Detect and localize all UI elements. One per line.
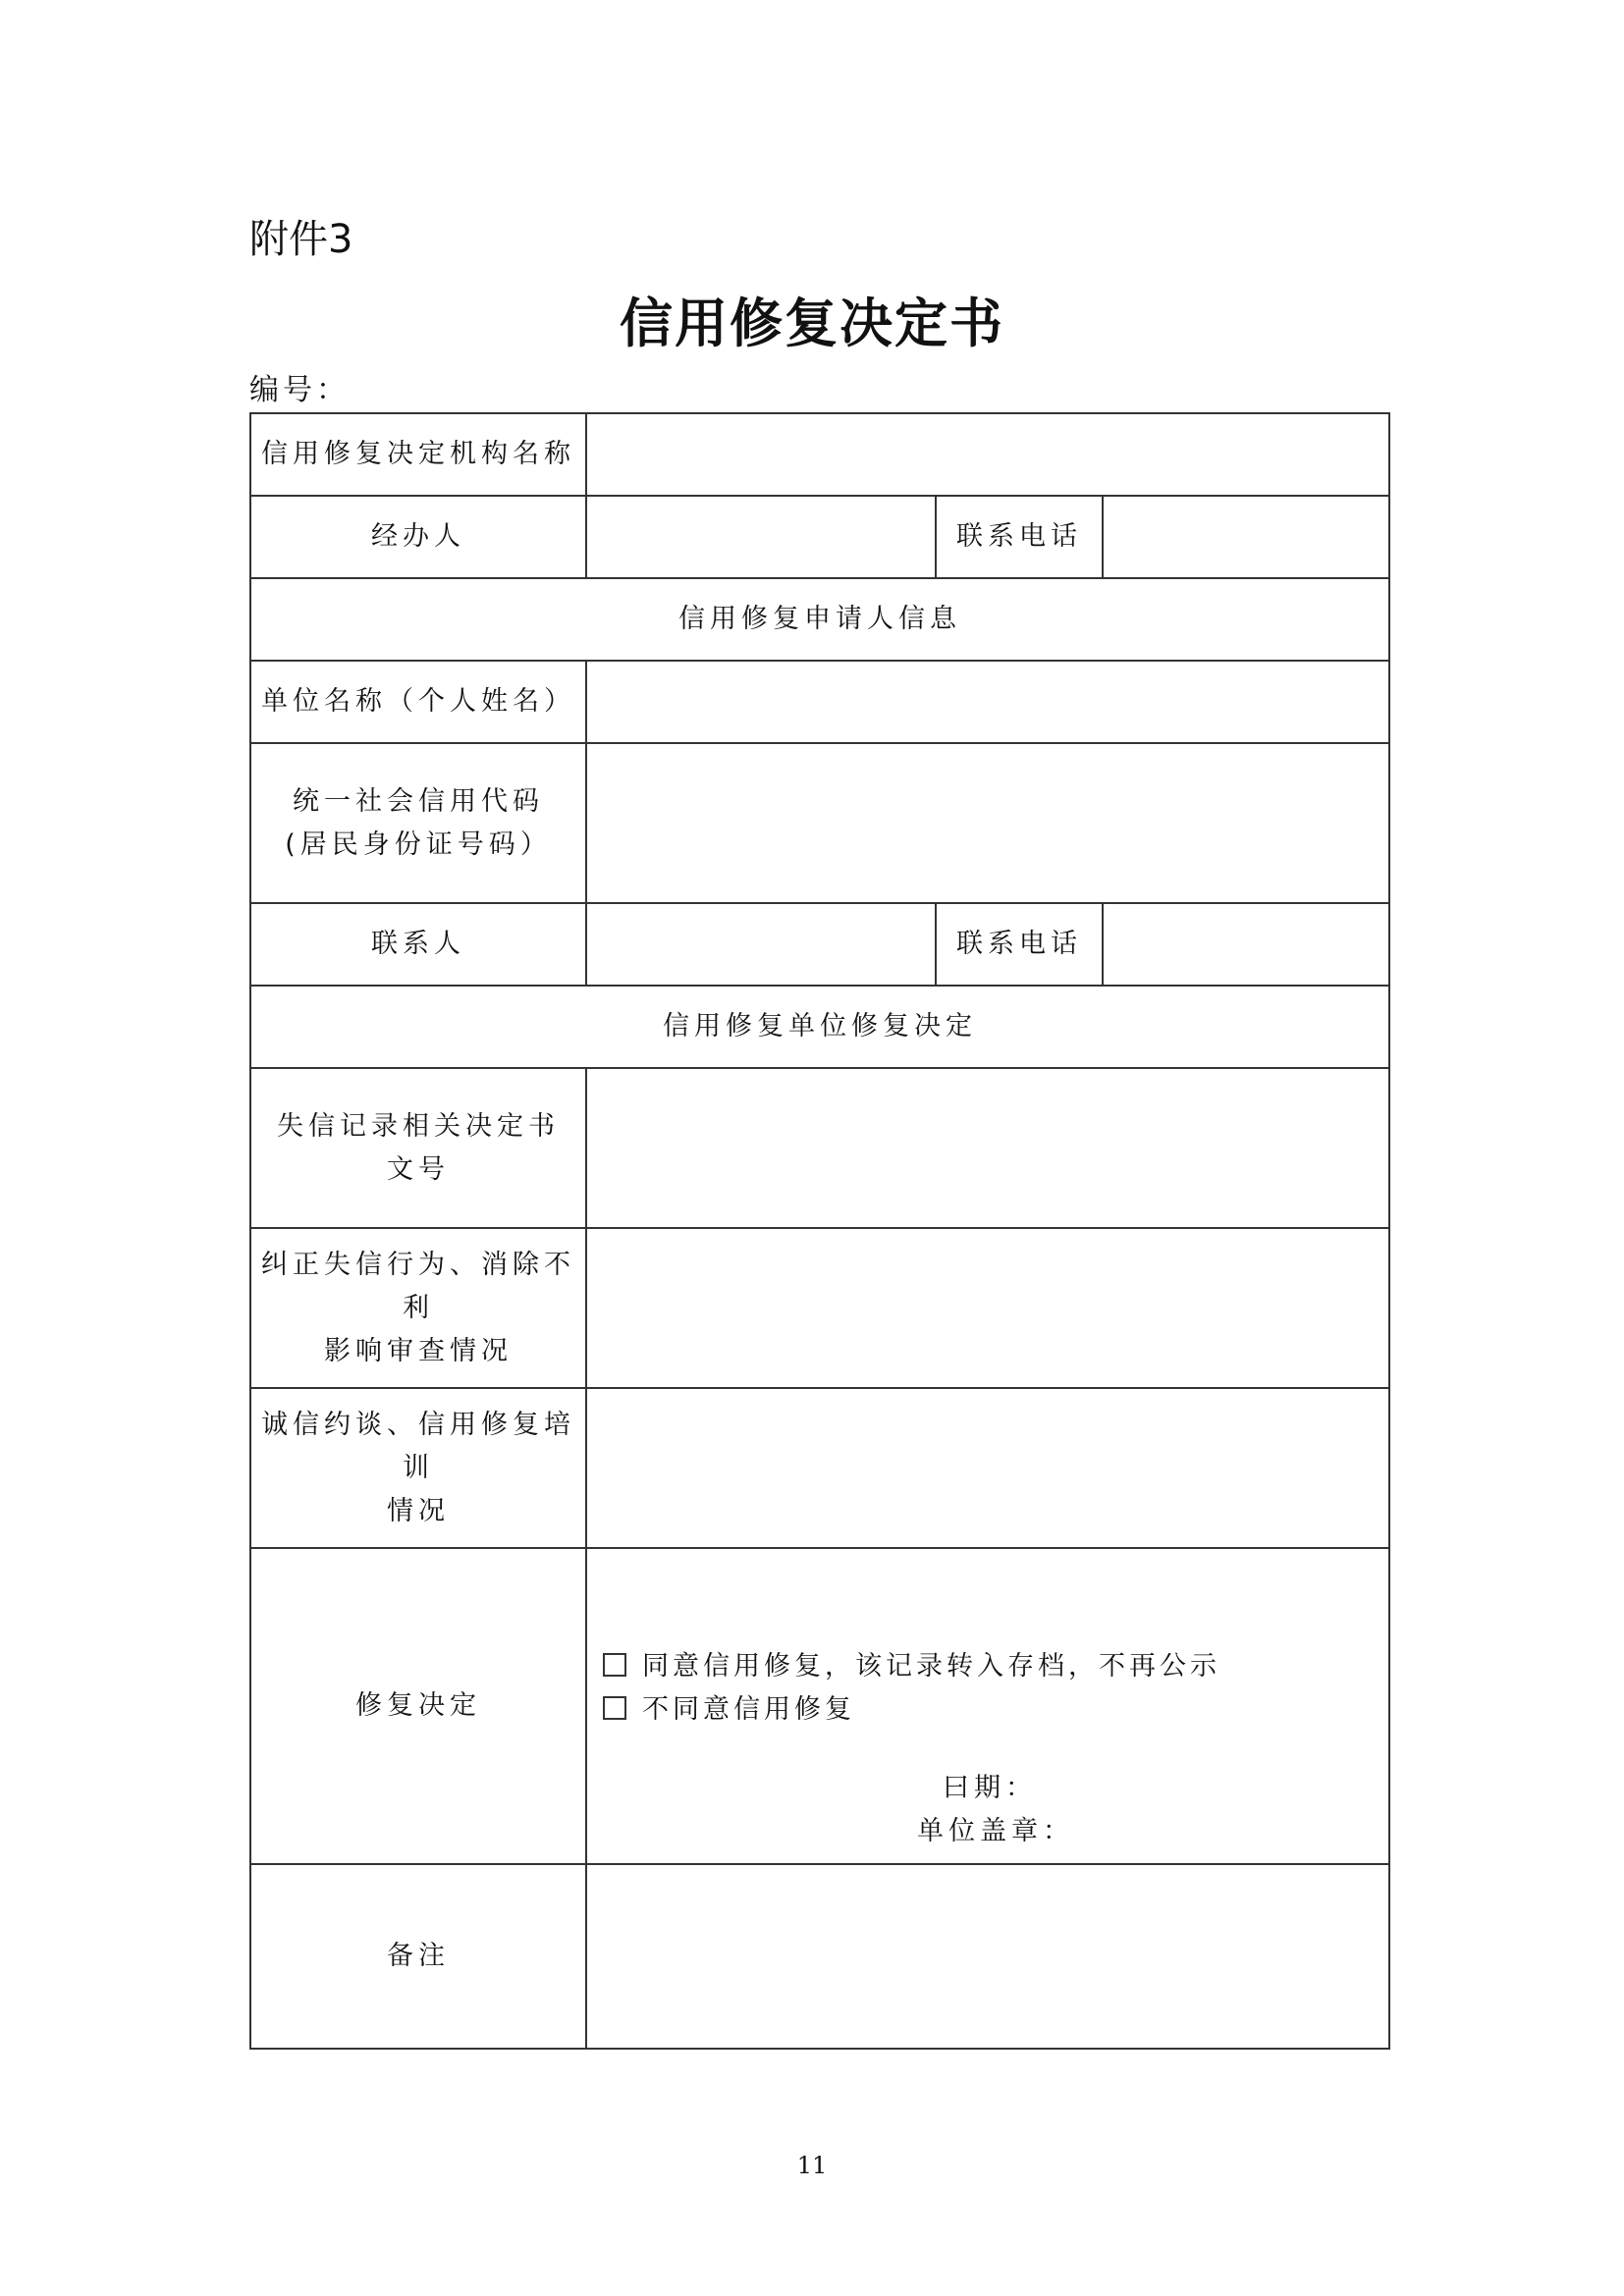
row-handler xyxy=(250,496,1389,578)
option-agree-label: 同意信用修复，该记录转入存档，不再公示 xyxy=(642,1651,1220,1682)
handler-phone-value xyxy=(1103,496,1389,578)
row-training xyxy=(250,1388,1389,1548)
unit-name-label: 单位名称（个人姓名） xyxy=(250,661,586,743)
row-review xyxy=(250,1228,1389,1388)
credit-code-label-line2: (居民身份证号码） xyxy=(285,828,552,860)
row-doc-number xyxy=(250,1068,1389,1228)
unit-name-value xyxy=(586,661,1389,743)
training-label xyxy=(250,1388,586,1548)
repair-decision-label: 修复决定 xyxy=(250,1548,586,1864)
remarks-value xyxy=(586,1864,1389,2049)
date-label: 曰期： xyxy=(943,1773,1037,1803)
institution-name-label: 信用修复决定机构名称 xyxy=(250,413,586,496)
contact-person-value xyxy=(586,903,936,986)
seal-label: 单位盖章： xyxy=(917,1816,1074,1846)
training-label-line2: 情况 xyxy=(387,1495,450,1526)
document-title: 信用修复决定书 xyxy=(620,292,1004,354)
contact-phone-value xyxy=(1103,903,1389,986)
doc-number-value xyxy=(586,1068,1389,1228)
checkbox-agree[interactable] xyxy=(603,1653,626,1677)
remarks-label: 备注 xyxy=(250,1864,586,2049)
option-agree[interactable] xyxy=(603,1645,1220,1688)
handler-label: 经办人 xyxy=(250,496,586,578)
credit-code-label xyxy=(250,743,586,903)
page-number: 11 xyxy=(796,2152,828,2179)
training-value xyxy=(586,1388,1389,1548)
contact-person-label: 联系人 xyxy=(250,903,586,986)
contact-phone-label: 联系电话 xyxy=(936,903,1103,986)
row-contact xyxy=(250,903,1389,986)
handler-phone-label: 联系电话 xyxy=(936,496,1103,578)
document-number-label: 编号： xyxy=(249,373,350,407)
decision-section-heading: 信用修复单位修复决定 xyxy=(250,986,1389,1068)
review-label-line1: 纠正失信行为、消除不利 xyxy=(261,1249,575,1323)
doc-number-label xyxy=(250,1068,586,1228)
row-institution xyxy=(250,413,1389,496)
row-unit-name xyxy=(250,661,1389,743)
doc-number-label-line1: 失信记录相关决定书 xyxy=(277,1110,560,1142)
credit-code-label-line1: 统一社会信用代码 xyxy=(293,785,544,817)
applicant-section-heading: 信用修复申请人信息 xyxy=(250,578,1389,661)
row-decision-section xyxy=(250,986,1389,1068)
handler-value xyxy=(586,496,936,578)
review-value xyxy=(586,1228,1389,1388)
attachment-label: 附件3 xyxy=(249,217,353,262)
institution-name-value xyxy=(586,413,1389,496)
option-disagree[interactable] xyxy=(603,1688,855,1732)
option-disagree-label: 不同意信用修复 xyxy=(642,1694,855,1725)
checkbox-disagree[interactable] xyxy=(603,1696,626,1720)
credit-repair-form xyxy=(249,412,1390,2050)
review-label xyxy=(250,1228,586,1388)
row-credit-code xyxy=(250,743,1389,903)
row-repair-decision xyxy=(250,1548,1389,1864)
repair-decision-value xyxy=(586,1548,1389,1864)
row-remarks xyxy=(250,1864,1389,2049)
training-label-line1: 诚信约谈、信用修复培训 xyxy=(261,1409,575,1483)
row-applicant-section xyxy=(250,578,1389,661)
doc-number-label-line2: 文号 xyxy=(387,1153,450,1185)
credit-code-value xyxy=(586,743,1389,903)
review-label-line2: 影响审查情况 xyxy=(324,1335,513,1366)
